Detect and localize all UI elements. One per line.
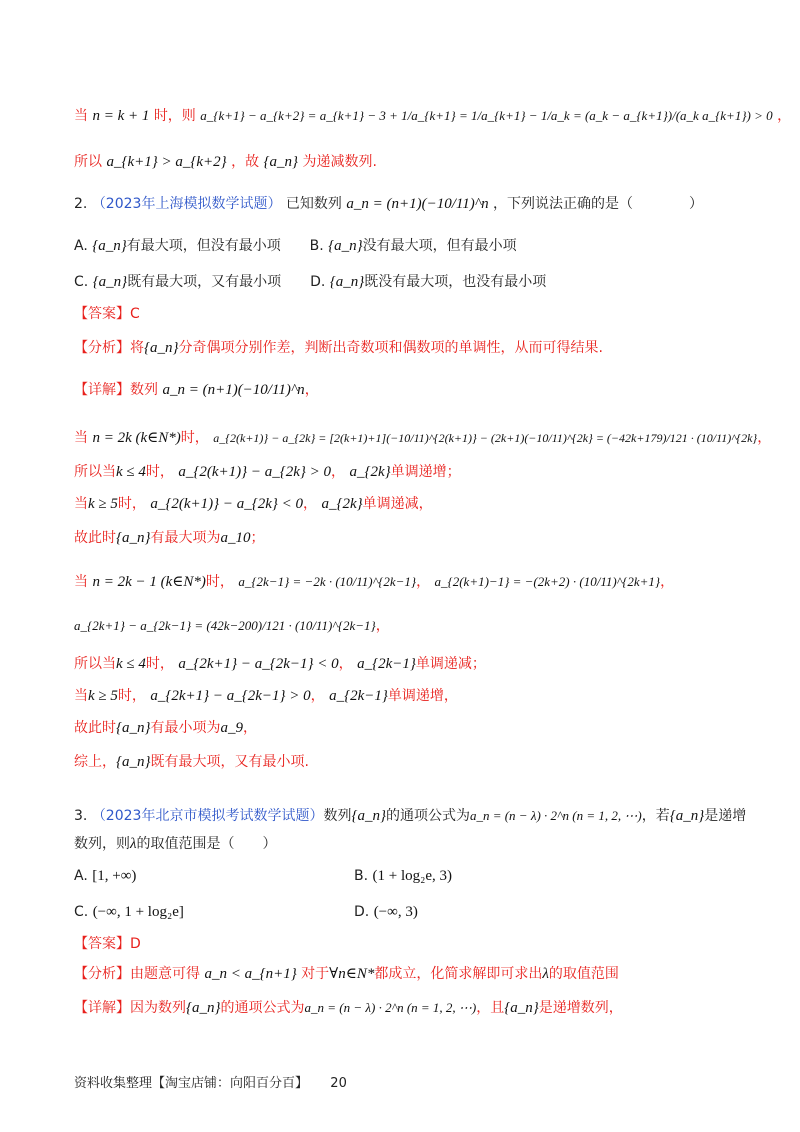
math: {a_n} (144, 340, 179, 356)
q2-conclusion (74, 752, 309, 772)
math: k ≤ 4 (116, 656, 146, 672)
q2-detail (74, 380, 319, 400)
text: 因为数列 (130, 1000, 186, 1016)
text: ， (416, 574, 431, 590)
text: 所以当 (74, 464, 116, 480)
footer-text: 资料收集整理【淘宝店铺：向阳百分百】 (74, 1076, 309, 1091)
question-source: （2023年北京市模拟考试数学试题） (91, 808, 324, 824)
math: a_{2k} (349, 464, 391, 480)
text: ，且 (476, 1000, 505, 1016)
math: a_9 (220, 720, 243, 736)
answer-value: C (130, 306, 140, 322)
text: 是递增数列， (538, 1000, 623, 1016)
text: ， (777, 108, 792, 124)
q2-odd-decreasing (74, 654, 486, 674)
text: 当 (74, 108, 88, 124)
math-formula: a_{k+1} − a_{k+2} = a_{k+1} − 3 + 1/a_{k+1} = 1/a_{k+1} − 1/a_k = (a_k − a_{k+1})/(a_k a_{k+1}) > 0 (200, 108, 773, 123)
q2-analysis (74, 338, 603, 358)
math: {a_n} (328, 238, 363, 254)
option-key: A. (74, 238, 88, 254)
text: ， (338, 656, 353, 672)
option-text: 既有最大项，又有最小项 (127, 274, 282, 290)
math: {a_n} (116, 720, 151, 736)
q2-even-decreasing (74, 494, 433, 514)
text: 数列 (130, 382, 158, 398)
math: a_10 (220, 530, 251, 546)
math: {a_n} (504, 1000, 539, 1016)
text: 的取值范围 (548, 966, 619, 982)
text: 数列 (323, 808, 352, 824)
math: k ≥ 5 (88, 688, 118, 704)
math: λ (542, 966, 549, 982)
text: 的取值范围是（ ） (136, 836, 277, 852)
text: 的通项公式为 (385, 808, 470, 824)
q3-option-c (74, 902, 184, 922)
math-formula: a_{2k−1} = −2k · (10/11)^{2k−1} (238, 574, 417, 589)
math: a_{2k−1} (357, 656, 416, 672)
text: 当 (74, 688, 88, 704)
text: 故此时 (74, 720, 116, 736)
q2-stem (74, 194, 703, 214)
math: a_{2k+1} − a_{2k−1} < 0 (178, 656, 339, 672)
text: 有最大项为 (150, 530, 221, 546)
math: a_n < a_{n+1} (204, 966, 297, 982)
analysis-label: 【分析】 (74, 966, 130, 982)
option-key: D. (310, 274, 326, 290)
math-formula: a_{2(k+1)−1} = −(2k+2) · (10/11)^{2k+1} (434, 574, 661, 589)
text: 的通项公式为 (220, 1000, 305, 1016)
text: 由题意可得 (130, 966, 200, 982)
q2-even-case (74, 428, 771, 448)
option-key: B. (309, 238, 324, 254)
math: {a_n} (92, 274, 128, 290)
option-a (74, 238, 285, 254)
math: a_{2(k+1)} − a_{2k} > 0 (178, 464, 332, 480)
option-key: B. (354, 868, 369, 884)
q2-answer (74, 304, 140, 324)
math: k ≥ 5 (88, 496, 118, 512)
q3-option-a (74, 866, 136, 886)
text: 单调递增； (390, 464, 461, 480)
math: a_{2k−1} (329, 688, 388, 704)
detail-label: 【详解】 (74, 382, 130, 398)
text: ， (310, 688, 325, 704)
math: k ≤ 4 (116, 464, 146, 480)
text: 当 (74, 496, 88, 512)
text: 既有最大项，又有最小项. (150, 754, 309, 770)
continuation-line-2 (74, 152, 377, 172)
text: ， (243, 720, 257, 736)
text: ， (331, 464, 346, 480)
option-b (310, 238, 517, 254)
option-d (310, 274, 546, 290)
q2-odd-difference (74, 616, 390, 636)
math-formula: a_{2(k+1)} − a_{2k} = [2(k+1)+1](−10/11)^{2(k+1)} − (2k+1)(−10/11)^{2k} = (−42k+179)/121 · (10/11)^{2k} (213, 431, 758, 445)
option-text: 有最大项，但没有最小项 (126, 238, 281, 254)
page-number: 20 (330, 1076, 347, 1091)
text: 时， (117, 688, 146, 704)
q3-analysis (74, 964, 619, 984)
text: ， (660, 574, 675, 590)
option-text: [1, +∞) (92, 868, 137, 884)
option-text: 没有最大项，但有最小项 (362, 238, 517, 254)
math: {a_n} (669, 808, 705, 824)
option-key: C. (74, 904, 89, 920)
math: a_{2k+1} − a_{2k−1} > 0 (150, 688, 311, 704)
text: 已知数列 (285, 196, 342, 212)
math: λ (130, 836, 137, 852)
q3-stem-line-2 (74, 834, 277, 854)
text: ， (757, 430, 772, 446)
text: 当 (74, 574, 88, 590)
option-text: (1 + log₂e, 3) (372, 868, 453, 884)
math: ∀n∈N* (329, 966, 375, 982)
math: {a_n} (186, 1000, 221, 1016)
page-footer (74, 1072, 347, 1091)
text: ，故 (231, 154, 260, 170)
text: 故此时 (74, 530, 116, 546)
text: 时， (145, 656, 174, 672)
math: n = 2k (k∈N*) (92, 430, 181, 446)
math-formula: a_n = (n+1)(−10/11)^n (162, 382, 305, 398)
text: 综上， (74, 754, 116, 770)
option-key: D. (354, 904, 370, 920)
text: 分奇偶项分别作差，判断出奇数项和偶数项的单调性，从而可得结果. (178, 340, 603, 356)
detail-label: 【详解】 (74, 1000, 130, 1016)
text: 所以 (74, 154, 102, 170)
text: 时， (117, 496, 146, 512)
math-formula: a_n = (n − λ) · 2^n (n = 1, 2, ⋯) (304, 1000, 477, 1015)
option-text: (−∞, 3) (373, 904, 418, 920)
math: {a_n} (92, 238, 127, 254)
text: 数列，则 (74, 836, 130, 852)
text: 对于 (301, 966, 330, 982)
text: 是递增 (704, 808, 747, 824)
q3-option-b (354, 866, 452, 886)
text: ； (250, 530, 265, 546)
q2-options-row-2 (74, 272, 546, 292)
math: a_{2(k+1)} − a_{2k} < 0 (150, 496, 304, 512)
text: ，若 (641, 808, 670, 824)
math: {a_n} (351, 808, 386, 824)
text: ， (304, 382, 319, 398)
math-formula: a_n = (n − λ) · 2^n (n = 1, 2, ⋯) (469, 808, 642, 823)
q2-options-row-1 (74, 236, 517, 256)
q2-odd-increasing (74, 686, 458, 706)
text: ， (303, 496, 318, 512)
math: a_{k+1} > a_{k+2} (106, 154, 227, 170)
question-number: 2. (74, 196, 88, 212)
math: {a_n} (116, 754, 151, 770)
text: 单调递减， (362, 496, 433, 512)
question-number: 3. (74, 808, 88, 824)
continuation-line-1 (74, 106, 791, 126)
q2-odd-case (74, 572, 674, 592)
answer-value: D (130, 936, 141, 952)
text: 有最小项为 (150, 720, 221, 736)
text: 时， (205, 574, 234, 590)
math-formula: a_{2k+1} − a_{2k−1} = (42k−200)/121 · (10/11)^{2k−1} (74, 618, 376, 633)
text: 时， (180, 430, 209, 446)
option-text: 既没有最大项，也没有最小项 (364, 274, 547, 290)
math: {a_n} (263, 154, 299, 170)
text: 为递减数列. (302, 154, 377, 170)
question-source: （2023年上海模拟数学试题） (91, 196, 282, 212)
option-key: C. (74, 274, 89, 290)
q3-option-d (354, 902, 418, 922)
text: 单调递增， (387, 688, 458, 704)
option-c (74, 274, 286, 290)
math: {a_n} (329, 274, 365, 290)
q3-detail (74, 998, 623, 1018)
text: 当 (74, 430, 88, 446)
q3-answer (74, 934, 141, 954)
q2-min-term (74, 718, 257, 738)
q2-max-term (74, 528, 265, 548)
text: 时， (145, 464, 174, 480)
math: n = 2k − 1 (k∈N*) (92, 574, 206, 590)
option-text: (−∞, 1 + log₂e] (92, 904, 184, 920)
answer-label: 【答案】 (74, 306, 130, 322)
q3-stem-line-1 (74, 806, 746, 826)
q2-even-increasing (74, 462, 461, 482)
text: 所以当 (74, 656, 116, 672)
text: 时，则 (153, 108, 196, 124)
text: 都成立，化简求解即可求出 (374, 966, 543, 982)
text: 将 (130, 340, 144, 356)
math: n = k + 1 (92, 108, 150, 124)
text: ， (375, 618, 390, 634)
text: 单调递减； (415, 656, 486, 672)
analysis-label: 【分析】 (74, 340, 130, 356)
text: ，下列说法正确的是（ ） (493, 196, 704, 212)
math: {a_n} (116, 530, 151, 546)
option-key: A. (74, 868, 88, 884)
answer-label: 【答案】 (74, 936, 130, 952)
math: a_{2k} (321, 496, 363, 512)
math-formula: a_n = (n+1)(−10/11)^n (346, 196, 489, 212)
